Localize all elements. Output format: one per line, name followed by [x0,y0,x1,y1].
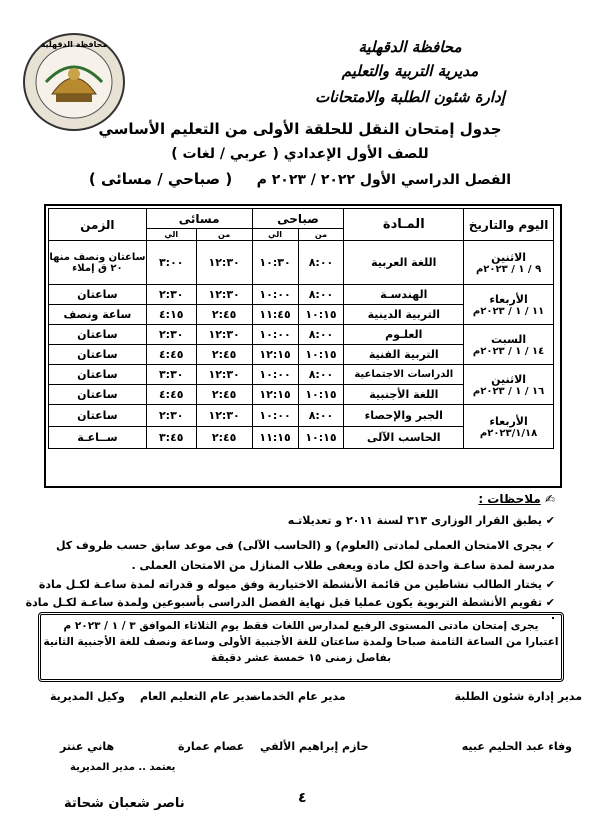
evening-to-cell: ٢:٣٠ [146,325,196,345]
bullet-icon: ✔ [541,514,555,527]
morning-to-cell: ١٠:٠٠ [252,285,298,305]
morning-to-cell: ١٠:٣٠ [252,241,298,285]
day-date: ٩ / ١ / ٢٠٢٣م [475,263,542,275]
logo-text: محافظة الدقهلية [40,40,108,49]
day-name: الأربعاء [489,414,528,428]
signature-name: عصام عمارة [178,740,245,753]
evening-from-cell: ٢:٤٥ [196,427,252,449]
subject-cell: اللغة العربية [344,241,464,285]
subject-cell: الدراسات الاجتماعية [344,365,464,385]
note-text: يجرى الامتحان العملى لمادتى (العلوم) و (الحاسب الآلى) فى موعد سابق حسب ظروف كل مدرسة لمدة ساعـة واحدة لكل مادة ويعفى طلاب المنازل من الامتحان العملى . [55,539,555,572]
evening-from-cell: ٢:٤٥ [196,385,252,405]
signature-name: حازم إبراهيم الألفي [260,740,369,753]
bullet-icon: ✔ [541,539,555,552]
day-date: ٢٠٢٣/١/١٨م [479,427,538,439]
morning-from-cell: ٨:٠٠ [298,285,344,305]
schedule-table [48,208,554,449]
approval-label: يعتمد .. مدير المديرية [70,762,176,773]
note-text: يختار الطالب نشاطين من قائمة الأنشطة الاختيارية وفق ميوله و قدراته لمدة ساعـة لكـل مادة [38,578,542,591]
note-text: يطبق القرار الوزارى ٣١٣ لسنة ٢٠١١ و تعديلاتـه [287,514,542,527]
signature-title: مدير إدارة شئون الطلبة [454,690,582,703]
duration-cell: ساعتان [49,365,147,385]
shift-label: ( صباحي / مسائى ) [88,170,233,188]
morning-from-cell: ١٠:١٥ [298,427,344,449]
subject-cell: الحاسب الآلى [344,427,464,449]
day-name: الاثنين [491,372,527,386]
morning-to-cell: ١٠:٠٠ [252,405,298,427]
day-date: ١١ / ١ / ٢٠٢٣م [472,305,545,317]
duration-cell: ساعتان [49,345,147,365]
evening-from-cell: ١٢:٣٠ [196,241,252,285]
evening-to-cell: ٣:٤٥ [146,427,196,449]
term-label: الفصل الدراسي الأول ٢٠٢٢ / ٢٠٢٣ م [256,172,512,188]
title-line-3 [60,170,540,188]
directorate-name: مديرية التربية والتعليم [341,62,479,80]
morning-from-cell: ٨:٠٠ [298,365,344,385]
morning-from-cell: ٨:٠٠ [298,405,344,427]
evening-to-cell: ٣:٠٠ [146,241,196,285]
evening-from-cell: ١٢:٣٠ [196,285,252,305]
director-name: ناصر شعبان شحاتة [64,796,185,811]
day-date: ١٤ / ١ / ٢٠٢٣م [472,345,545,357]
morning-to-cell: ١٢:١٥ [252,385,298,405]
header-subject: المـادة [344,209,464,241]
day-name: السبت [490,332,527,346]
evening-from-cell: ٢:٤٥ [196,345,252,365]
page-number: ٤ [298,790,307,806]
morning-to-cell: ١٠:٠٠ [252,365,298,385]
subject-cell: العلـوم [344,325,464,345]
bullet-icon: ✔ [541,596,555,609]
notice-line-3: بفاصل زمنى ١٥ خمسة عشر دقيقة [210,652,392,664]
duration-cell: ساعتان [49,325,147,345]
evening-to-cell: ٣:٣٠ [146,365,196,385]
signature-name: هاني عنتر [60,740,115,753]
header-morning-from: من [298,229,344,241]
department-name: إدارة شئون الطلبة والامتحانات [315,88,505,106]
evening-from-cell: ١٢:٣٠ [196,405,252,427]
subject-cell: الجبر والإحصاء [344,405,464,427]
header-evening-to: الي [146,229,196,241]
subject-cell: الهندسـة [344,285,464,305]
day-cell [464,325,554,365]
signature-title: وكيل المديرية [50,690,125,703]
morning-from-cell: ١٠:١٥ [298,345,344,365]
morning-to-cell: ١١:١٥ [252,427,298,449]
morning-from-cell: ٨:٠٠ [298,325,344,345]
evening-to-cell: ٤:٤٥ [146,385,196,405]
signature-name: وفاء عبد الحليم عبيه [461,740,572,753]
morning-to-cell: ١٠:٠٠ [252,325,298,345]
morning-to-cell: ١١:٤٥ [252,305,298,325]
notes-heading [20,492,555,506]
notes-heading-label: ملاحظات : [478,492,541,506]
day-name: الأربعاء [489,292,528,306]
header-duration: الزمن [49,209,147,241]
day-cell [464,241,554,285]
bullet-icon: ✔ [541,578,555,591]
header-morning-to: الي [252,229,298,241]
morning-to-cell: ١٢:١٥ [252,345,298,365]
evening-from-cell: ١٢:٣٠ [196,365,252,385]
evening-to-cell: ٢:٣٠ [146,405,196,427]
morning-from-cell: ١٠:١٥ [298,385,344,405]
duration-cell: ساعتان [49,285,147,305]
governorate-name: محافظة الدقهلية [358,38,462,56]
evening-from-cell: ١٢:٣٠ [196,325,252,345]
header-day: اليوم والتاريخ [464,209,554,241]
morning-from-cell: ١٠:١٥ [298,305,344,325]
notice-line-1: يجرى إمتحان مادتى المستوى الرفيع لمدارس اللغات فقط يوم الثلاثاء الموافق ٣ / ١ / ٢٠٢٣ م [63,620,539,632]
duration-cell: ســاعـة [49,427,147,449]
duration-cell: ساعة ونصف [49,305,147,325]
day-date: ١٦ / ١ / ٢٠٢٣م [472,385,545,397]
duration-cell: ساعتان [49,405,147,427]
signature-title: مدير عام الخدمات [250,690,346,703]
note-item [20,514,555,527]
duration-cell: ساعتان [49,385,147,405]
subject-cell: التربية الدينية [344,305,464,325]
evening-to-cell: ٤:١٥ [146,305,196,325]
note-item [20,578,555,591]
pen-icon: ✍ [544,492,555,506]
title-line-1: جدول إمتحان النقل للحلقة الأولى من التعليم الأساسي [98,120,502,138]
day-cell [464,405,554,449]
level-exam-notice [38,612,564,682]
notice-line-2: اعتبارا من الساعة الثامنة صباحا ولمدة ساعتان للغة الأجنبية الأولى وساعة ونصف للغة الأجنبية الثانية [43,636,559,648]
day-cell [464,285,554,325]
day-cell [464,365,554,405]
evening-from-cell: ٢:٤٥ [196,305,252,325]
note-item [20,536,555,576]
header-morning: صباحى [252,209,344,229]
signature-title: مدير عام التعليم العام [140,690,258,703]
title-line-2: للصف الأول الإعدادي ( عربي / لغات ) [171,146,429,162]
header-evening-from: من [196,229,252,241]
day-name: الاثنين [491,250,527,264]
evening-to-cell: ٤:٤٥ [146,345,196,365]
subject-cell: التربية الفنية [344,345,464,365]
morning-from-cell: ٨:٠٠ [298,241,344,285]
note-text: تقويم الأنشطة التربوية يكون عمليا قبل نهاية الفصل الدراسى بأسبوعين ولمدة ساعـة لكـل مادة . [25,596,555,622]
subject-cell: اللغة الأجنبية [344,385,464,405]
duration-cell: ساعتان ونصف منها ٢٠ ق إملاء [49,241,147,285]
evening-to-cell: ٢:٣٠ [146,285,196,305]
header-evening: مسائى [146,209,252,229]
